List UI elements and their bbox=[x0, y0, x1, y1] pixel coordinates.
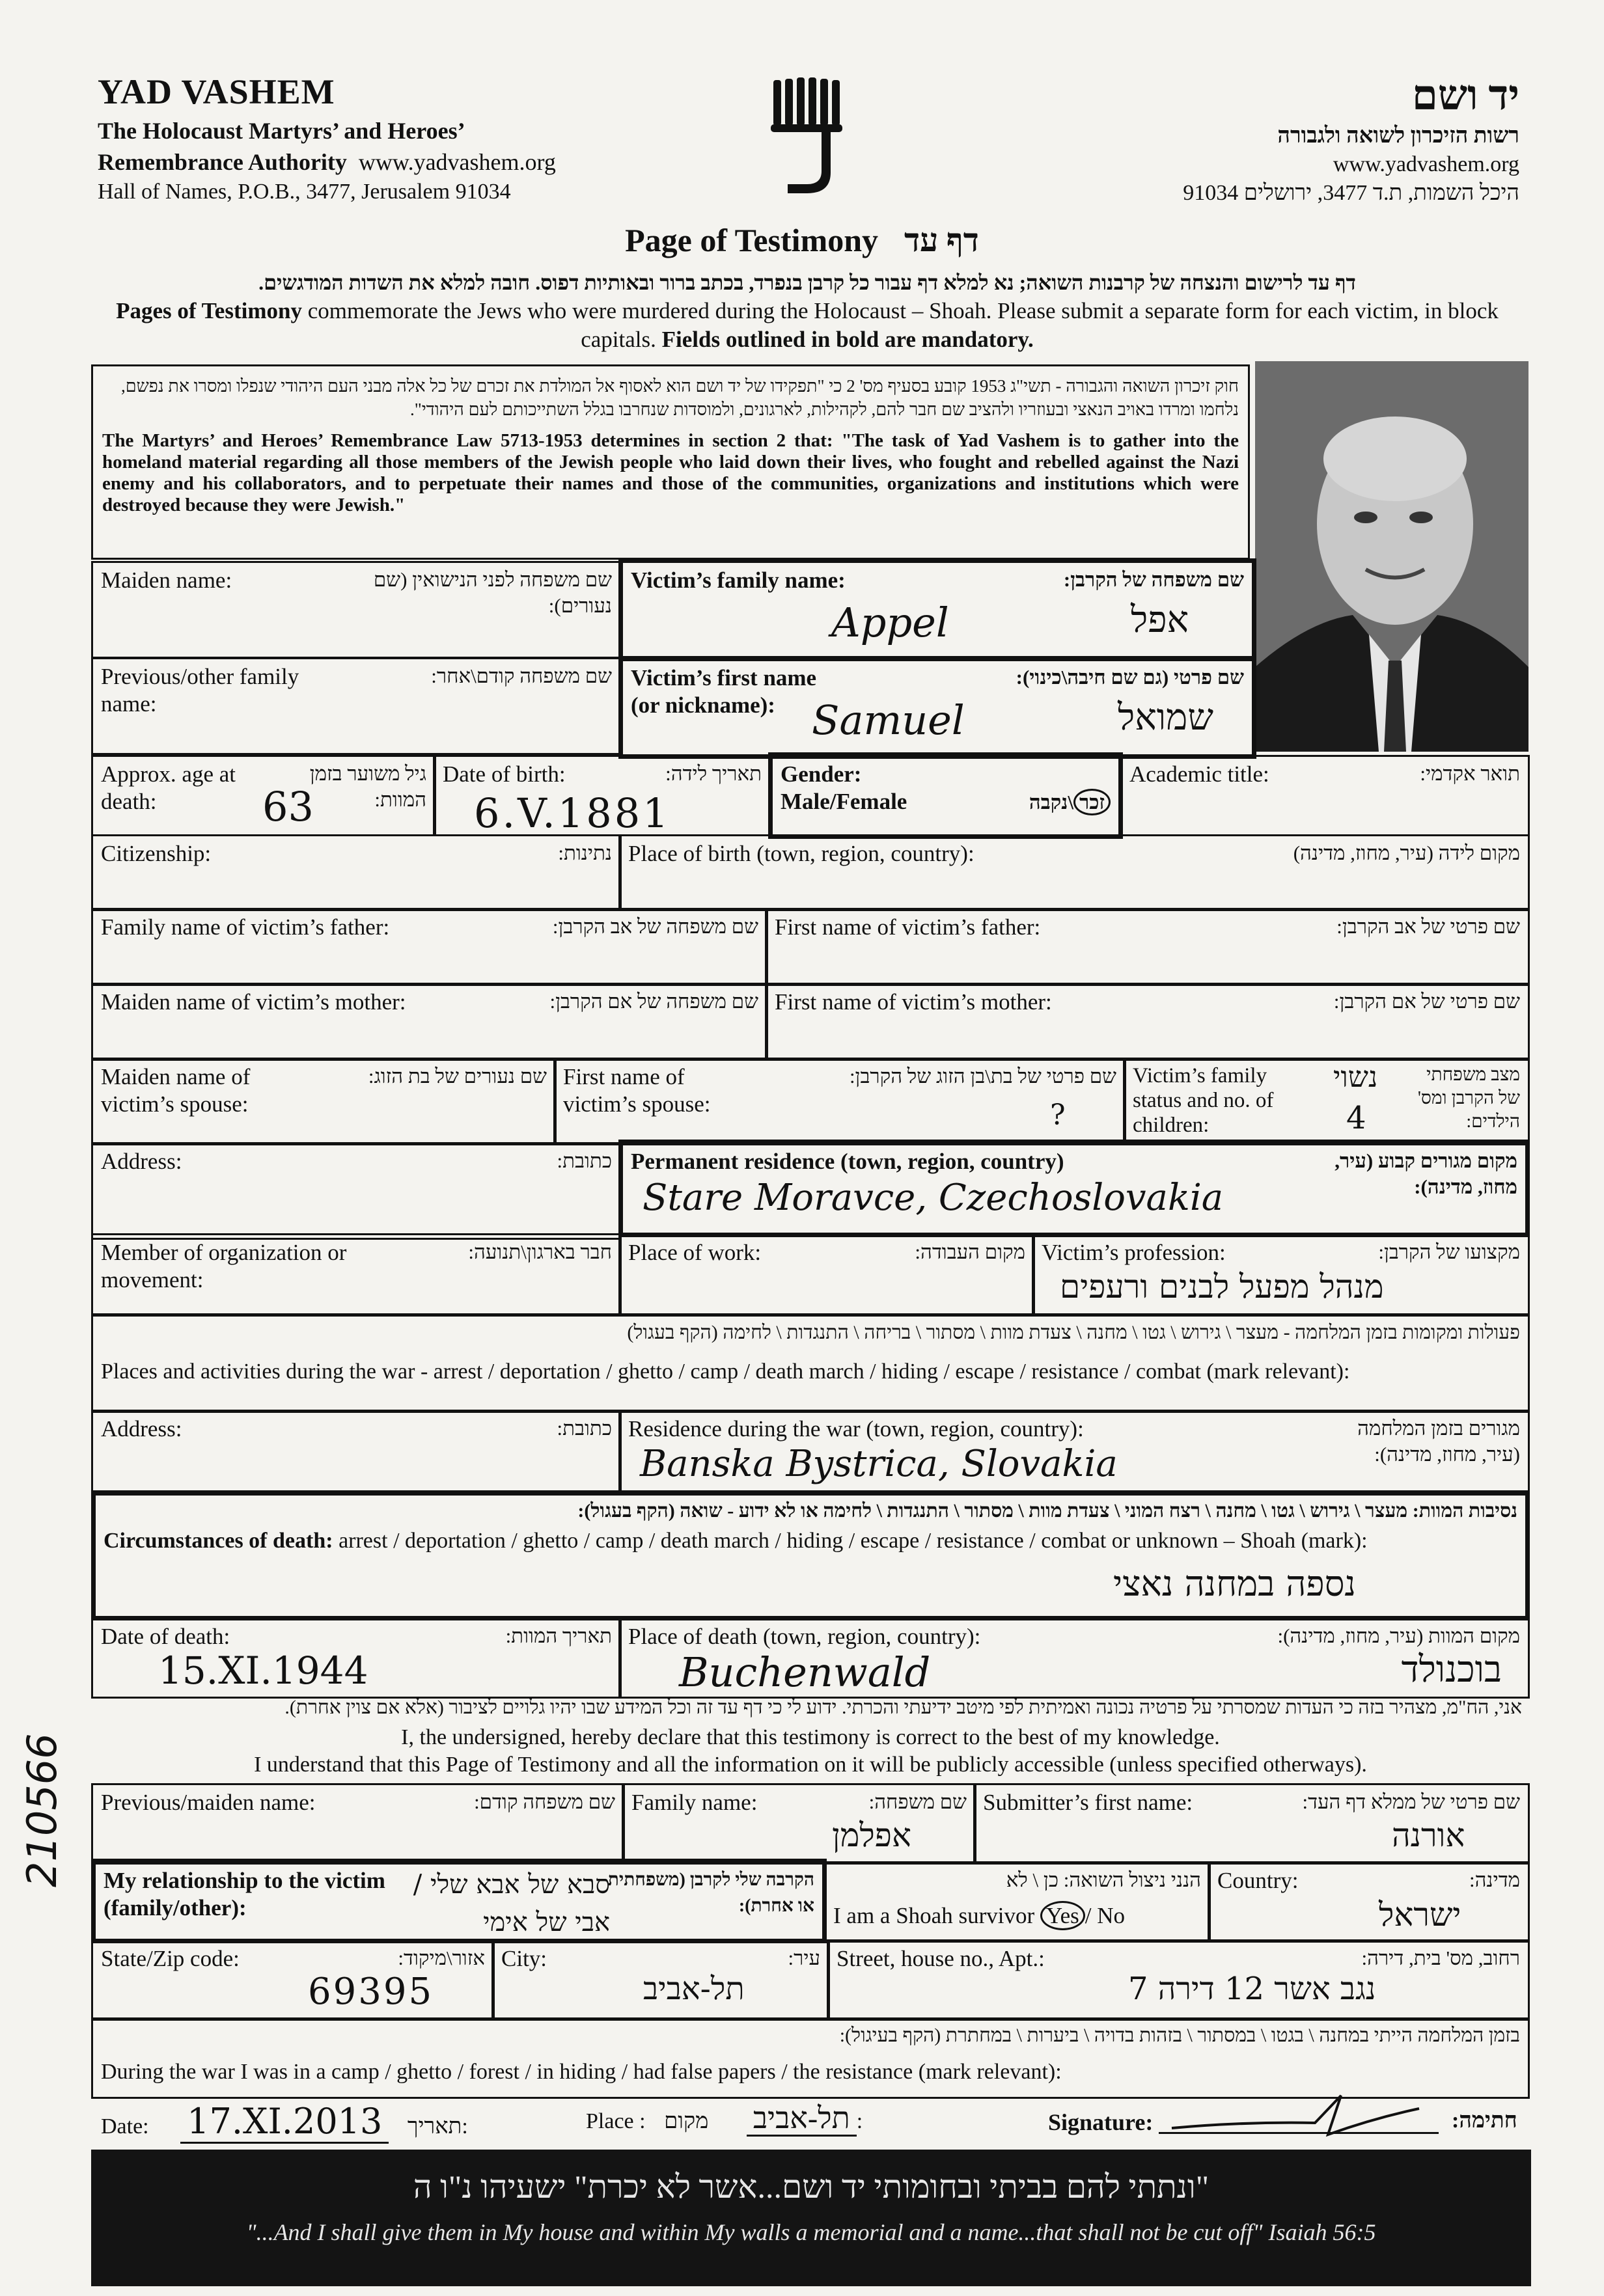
permanent-residence-field[interactable]: Permanent residence (town, region, country) מקום מגורים קבוע (עיר, מחוז, מדינה): Stare Moravce, Czechoslovakia bbox=[618, 1140, 1530, 1237]
victim-family-name-he-value: אפל bbox=[1131, 599, 1189, 641]
shoah-survivor-field[interactable]: הנני ניצול השואה: כן \ לא I am a Shoah survivor Yes / No bbox=[823, 1861, 1211, 1943]
org-subtitle-he: רשות הזיכרון לשואה ולגבורה bbox=[1277, 124, 1519, 148]
archive-number: 210566 bbox=[18, 1733, 66, 1887]
victim-photo bbox=[1255, 361, 1528, 752]
declaration: אני, הח"מ, מצהיר בזה כי העדות שמסרתי על פרטיה נכונה ואמיתית לפי מיטב ידיעתי והכרתי. ידוע לי כי דף עד זה וכל המידע שבו יהיו גלויים לציבור (אלא אם צוין אחרת). I, the undersigned, hereby declare that this testimony is correct to the best of my knowledge. I understand that this Page of Testimony and all the information on it will be publicly accessible (unless specified otherways). bbox=[254, 1697, 1522, 1777]
previous-name-field[interactable]: Previous/other family name: שם משפחה קודם\אחר: bbox=[91, 657, 622, 755]
academic-title-field[interactable]: Academic title: תואר אקדמי: bbox=[1120, 755, 1530, 836]
submitter-country-field[interactable]: Country: מדינה: ישראל bbox=[1208, 1861, 1530, 1943]
war-address-field[interactable]: Address: כתובת: bbox=[91, 1410, 622, 1496]
dob-value: 6.V.1881 bbox=[474, 789, 671, 836]
organization-field[interactable]: Member of organization or movement: חבר בארגון\תנועה: bbox=[91, 1233, 622, 1317]
org-website: www.yadvashem.org bbox=[1333, 152, 1519, 176]
victim-first-name-value: Samuel bbox=[812, 696, 965, 744]
relationship-field[interactable]: My relationship to the victim (family/other): הקרבה שלי לקרבן (משפחתית או אחרת): סבא של אבא שלי / אבי של אימי bbox=[91, 1859, 827, 1943]
relationship-value: סבא של אבא שלי / אבי של אימי bbox=[413, 1870, 610, 1937]
victim-first-name-he-value: שמואל bbox=[1118, 696, 1213, 739]
permanent-residence-value: Stare Moravce, Czechoslovakia bbox=[643, 1177, 1224, 1219]
date-of-birth-field[interactable]: Date of birth: תאריך לידה: 6.V.1881 bbox=[433, 755, 771, 836]
footer-quote: "ונתתי להם בביתי ובחומותי יד ושם...אשר לא יכרת" ישעיהו נ"ו ה "...And I shall give them in My house and within My walls a memorial and a name...that shall not be cut off" Isaiah 56:5 bbox=[91, 2150, 1531, 2286]
profession-value: מנהל מפעל לבנים ורעפים bbox=[1060, 1268, 1384, 1305]
father-family-name-field[interactable]: Family name of victim’s father: שם משפחה של אב הקרבן: bbox=[91, 908, 768, 986]
victim-family-name-field[interactable]: Victim’s family name: שם משפחה של הקרבן: Appel אפל bbox=[618, 558, 1256, 661]
org-name-en: YAD VASHEM bbox=[98, 72, 335, 111]
place-of-work-field[interactable]: Place of work: מקום העבודה: bbox=[618, 1233, 1035, 1317]
spouse-first-name-field[interactable]: First name of victim’s spouse: שם פרטי של בת\בן הזוג של הקרבן: ? bbox=[553, 1058, 1126, 1145]
submitter-family-name-value: אפלמן bbox=[832, 1816, 911, 1854]
profession-field[interactable]: Victim’s profession: מקצועו של הקרבן: מנהל מפעל לבנים ורעפים bbox=[1032, 1233, 1530, 1317]
submitter-first-name-field[interactable]: Submitter’s first name: שם פרטי של ממלא דף העד: אורנה bbox=[973, 1783, 1530, 1865]
org-name-he: יד ושם bbox=[1411, 72, 1519, 118]
header-he bbox=[1183, 72, 1519, 206]
family-status-field[interactable]: Victim’s family status and no. of children: מצב משפחתי של הקרבן ומס' הילדים: נשוי 4 bbox=[1123, 1058, 1530, 1145]
mother-first-name-field[interactable]: First name of victim’s mother: שם פרטי של אם הקרבן: bbox=[765, 983, 1530, 1061]
submitter-city-value: תל-אביב bbox=[643, 1971, 745, 2007]
place-of-death-field[interactable]: Place of death (town, region, country): מקום המוות (עיר, מחוז, מדינה): Buchenwald בוכנולד bbox=[618, 1617, 1530, 1699]
place-of-death-value: Buchenwald bbox=[679, 1648, 931, 1696]
date-of-death-field[interactable]: Date of death: תאריך המוות: 15.XI.1944 bbox=[91, 1617, 622, 1699]
zip-code-value: 69395 bbox=[308, 1971, 434, 2013]
submission-place: Place : תל-אביב מקום: bbox=[586, 2101, 863, 2135]
signature-label: Signature: bbox=[1048, 2109, 1154, 2135]
zip-code-field[interactable]: State/Zip code: אזור\מיקוד: 69395 bbox=[91, 1939, 495, 2021]
signature-scribble-icon bbox=[1165, 2083, 1426, 2141]
law-box: חוק זיכרון השואה והגבורה - תשי"ג 1953 קובע בסעיף מס' 2 כי "תפקידו של יד ושם הוא לאסוף אל המולדת את זכרם של כל אלה מבני העם היהודי שנפלו ומסרו את נפשם, נלחמו ומרדו באויב הנאצי ובעוזריו ולהציב שם חבר להם, לקהילות, לארגונים, ולמוסדות שנחרבו בגלל השתייכותם לעם היהודי". The Martyrs’ and Heroes’ Remembrance Law 5713-1953 determines in section 2 that: "The task of Yad Vashem is to gather into the homeland material regarding all those members of the Jewish people who laid down their lives, who fought and rebelled against the Nazi enemy and his collaborators, and to perpetuate their names and those of the communities, organizations and institutions which were destroyed because they were Jewish." bbox=[91, 364, 1250, 560]
submitter-country-value: ישראל bbox=[1379, 1896, 1461, 1934]
war-residence-field[interactable]: Residence during the war (town, region, country): מגורים בזמן המלחמה (עיר, מחוז, מדינה): Banska Bystrica, Slovakia bbox=[618, 1410, 1530, 1496]
gender-options[interactable]: זכר\נקבה bbox=[980, 789, 1111, 815]
war-activities-field[interactable]: פעולות ומקומות בזמן המלחמה - מעצר \ גירוש \ גטו \ מחנה \ צעדת מוות \ מסתור \ בריחה \ התנגדות \ לחימה (הקף בעגול) Places and activities during the war - arrest / deportation / ghetto / camp / death march / hiding / escape / resistance / combat (mark relevant): bbox=[91, 1313, 1530, 1413]
circumstances-of-death-field[interactable]: נסיבות המוות: מעצר \ גירוש \ גטו \ מחנה \ רצח המוני \ צעדת מוות \ מסתור \ התנגדות \ לחימה או לא ידוע - שואה (הקף בעגול): Circumstances of death: arrest / deportation / ghetto / camp / death march / hiding / escape / resistance / combat or unknown – Shoah (mark): נספה במחנה נאצי bbox=[91, 1490, 1530, 1620]
org-subtitle-en: The Holocaust Martyrs’ and Heroes’ bbox=[98, 118, 465, 144]
children-count-value: 4 bbox=[1346, 1100, 1366, 1136]
age-at-death-field[interactable]: Approx. age at death: גיל משוער בזמן המוות: 63 bbox=[91, 755, 436, 836]
father-first-name-field[interactable]: First name of victim’s father: שם פרטי של אב הקרבן: bbox=[765, 908, 1530, 986]
place-of-death-he-value: בוכנולד bbox=[1401, 1648, 1502, 1691]
address-field[interactable]: Address: כתובת: bbox=[91, 1142, 622, 1240]
submitter-family-name-field[interactable]: Family name: שם משפחה: אפלמן bbox=[622, 1783, 976, 1865]
family-status-value: נשוי bbox=[1333, 1061, 1378, 1094]
gender-field[interactable]: Gender: Male/Female זכר\נקבה bbox=[768, 752, 1123, 839]
intro-text: דף עד לרישום והנצחה של קרבנות השואה; נא למלא דף עבור כל קרבן בנפרד, בכתב ברור ובאותיות דפוס. חובה למלא את השדות המודגשים. Pages of Testimony commemorate the Jews who were murdered during the Holocaust – Shoah. Please submit a separate form for each victim, in block capitals. Fields outlined in bold are mandatory. bbox=[116, 271, 1499, 352]
maiden-name-field[interactable]: Maiden name: שם משפחה לפני הנישואין (שם נעורים): bbox=[91, 561, 622, 659]
yad-vashem-logo-icon bbox=[768, 75, 846, 198]
submitter-street-field[interactable]: Street, house no., Apt.: רחוב, מס' בית, דירה: נגב אשר 12 דירה 7 bbox=[827, 1939, 1530, 2021]
victim-family-name-value: Appel bbox=[831, 599, 949, 646]
victim-first-name-field[interactable]: Victim’s first name (or nickname): שם פרטי (גם שם חיבה\כינוי): Samuel שמואל bbox=[618, 656, 1256, 759]
war-status-field[interactable]: בזמן המלחמה הייתי במחנה \ בגטו \ במסתור \ בזהות בדויה \ ביערות \ במחתרת (הקף בעיגול): During the war I was in a camp / ghetto / forest / in hiding / had false papers / the resistance (mark relevant): bbox=[91, 2017, 1530, 2099]
org-subtitle2-en: Remembrance Authority www.yadvashem.org bbox=[98, 149, 556, 175]
place-of-birth-field[interactable]: Place of birth (town, region, country): מקום לידה (עיר, מחוז, מדינה) bbox=[618, 834, 1530, 911]
org-address-en: Hall of Names, P.O.B., 3477, Jerusalem 91034 bbox=[98, 180, 511, 204]
submitter-city-field[interactable]: City: עיר: תל-אביב bbox=[491, 1939, 830, 2021]
citizenship-field[interactable]: Citizenship: נתינות: bbox=[91, 834, 622, 911]
date-of-death-value: 15.XI.1944 bbox=[158, 1648, 368, 1693]
spouse-maiden-name-field[interactable]: Maiden name of victim’s spouse: שם נעורים של בת הזוג: bbox=[91, 1058, 557, 1145]
signature-label-he: חתימה: bbox=[1452, 2109, 1517, 2133]
circumstances-value: נספה במחנה נאצי bbox=[1113, 1563, 1356, 1604]
header-en bbox=[98, 72, 556, 204]
mother-maiden-name-field[interactable]: Maiden name of victim’s mother: שם משפחה של אם הקרבן: bbox=[91, 983, 768, 1061]
submission-date: Date: 17.XI.2013 תאריך: bbox=[101, 2101, 468, 2142]
submitter-prev-name-field[interactable]: Previous/maiden name: שם משפחה קודם: bbox=[91, 1783, 625, 1865]
war-residence-value: Banska Bystrica, Slovakia bbox=[640, 1443, 1118, 1485]
submitter-street-value: נגב אשר 12 דירה 7 bbox=[1128, 1971, 1376, 2007]
page-title: Page of Testimony דף עד bbox=[625, 222, 979, 258]
age-value: 63 bbox=[262, 783, 314, 830]
org-address-he: היכל השמות, ת.ד 3477, ירושלים 91034 bbox=[1183, 181, 1519, 205]
spouse-first-name-value: ? bbox=[1050, 1099, 1066, 1132]
submitter-first-name-value: אורנה bbox=[1392, 1816, 1465, 1854]
